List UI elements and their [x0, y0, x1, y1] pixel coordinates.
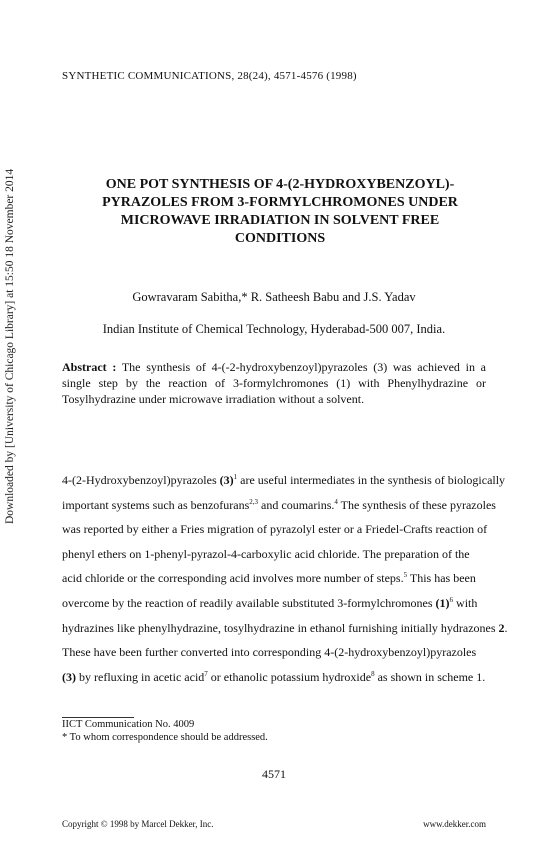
body-text-run: are useful intermediates in the synthesis of biologically	[237, 473, 506, 487]
body-line	[62, 517, 486, 542]
citation-superscript: 2,3	[249, 497, 259, 506]
citation-superscript: 7	[204, 669, 208, 678]
body-line	[62, 591, 486, 616]
footnotes	[62, 718, 268, 744]
body-text-run: .	[504, 620, 508, 635]
body-line	[62, 665, 486, 690]
abstract-label: Abstract :	[62, 360, 117, 374]
body-line	[62, 542, 486, 567]
title-line: PYRAZOLES FROM 3-FORMYLCHROMONES UNDER	[102, 195, 458, 210]
footnote: IICT Communication No. 4009	[62, 719, 195, 730]
body-line	[62, 493, 496, 518]
body-text-run: This has been	[407, 571, 476, 586]
title-line: CONDITIONS	[234, 231, 326, 246]
citation-superscript: 5	[403, 571, 408, 580]
body-text-run: overcome by the reaction of readily available substituted 3-formylchromones	[62, 595, 436, 610]
publisher-website: www.dekker.com	[423, 819, 486, 829]
body-text-run: These have been further converted into corresponding 4-(2-hydroxybenzoyl)pyrazoles	[62, 645, 477, 660]
body-text-run: with	[453, 595, 478, 610]
title-line: MICROWAVE IRRADIATION IN SOLVENT FREE	[120, 213, 440, 228]
body-text-run: acid chloride or the corresponding acid involves more number of steps.	[62, 571, 404, 586]
body-line	[62, 640, 486, 665]
author-list: Gowravaram Sabitha,* R. Satheesh Babu and J.S. Yadav	[132, 290, 416, 304]
abstract	[62, 359, 486, 407]
body-text-run: was reported by either a Fries migration of pyrazolyl ester or a Friedel-Crafts reaction of	[62, 522, 488, 537]
footnote: * To whom correspondence should be addressed.	[62, 732, 268, 743]
body-text-run: phenyl ethers on 1-phenyl-pyrazol-4-carboxylic acid chloride. The preparation of the	[62, 546, 470, 561]
compound-number: (3)	[219, 473, 234, 487]
journal-header: SYNTHETIC COMMUNICATIONS, 28(24), 4571-4576 (1998)	[62, 70, 357, 82]
body-text-run: 4-(2-Hydroxybenzoyl)pyrazoles	[62, 473, 220, 487]
article-title	[70, 176, 490, 248]
citation-superscript: 1	[233, 473, 238, 481]
body-text-run: and coumarins.	[258, 497, 335, 512]
body-text-run: hydrazines like phenylhydrazine, tosylhydrazine in ethanol furnishing initially hydrazones	[62, 620, 499, 635]
body-text-run: The synthesis of these pyrazoles	[337, 497, 496, 512]
title-line: ONE POT SYNTHESIS OF 4-(2-HYDROXYBENZOYL)-	[105, 177, 455, 192]
copyright-notice: Copyright © 1998 by Marcel Dekker, Inc.	[62, 819, 214, 829]
body-line	[62, 468, 506, 493]
body-line	[62, 616, 508, 641]
body-text-run: by refluxing in acetic acid	[76, 669, 205, 684]
citation-superscript: 8	[371, 669, 375, 678]
compound-number: (1)	[435, 595, 450, 610]
affiliation: Indian Institute of Chemical Technology, Hyderabad-500 007, India.	[102, 322, 446, 336]
citation-superscript: 6	[449, 595, 454, 604]
body-text-run: or ethanolic potassium hydroxide	[207, 669, 372, 684]
citation-superscript: 4	[334, 497, 338, 506]
abstract-text: The synthesis of 4-(-2-hydroxybenzoyl)pyrazoles (3) was achieved in a single step by the reaction of 3-formylchromones (1) with Phenylhydrazine or Tosylhydrazine under microwave irradiation without a solvent.	[62, 360, 486, 406]
download-watermark: Downloaded by [University of Chicago Library] at 15:50 18 November 2014	[4, 168, 16, 524]
body-paragraph	[62, 468, 508, 689]
body-text-run: as shown in scheme 1.	[374, 669, 486, 684]
page-number: 4571	[262, 767, 286, 781]
compound-number: (3)	[62, 669, 76, 684]
body-line	[62, 566, 486, 591]
body-text-run: important systems such as benzofurans	[62, 497, 250, 512]
compound-number: 2	[498, 620, 505, 635]
